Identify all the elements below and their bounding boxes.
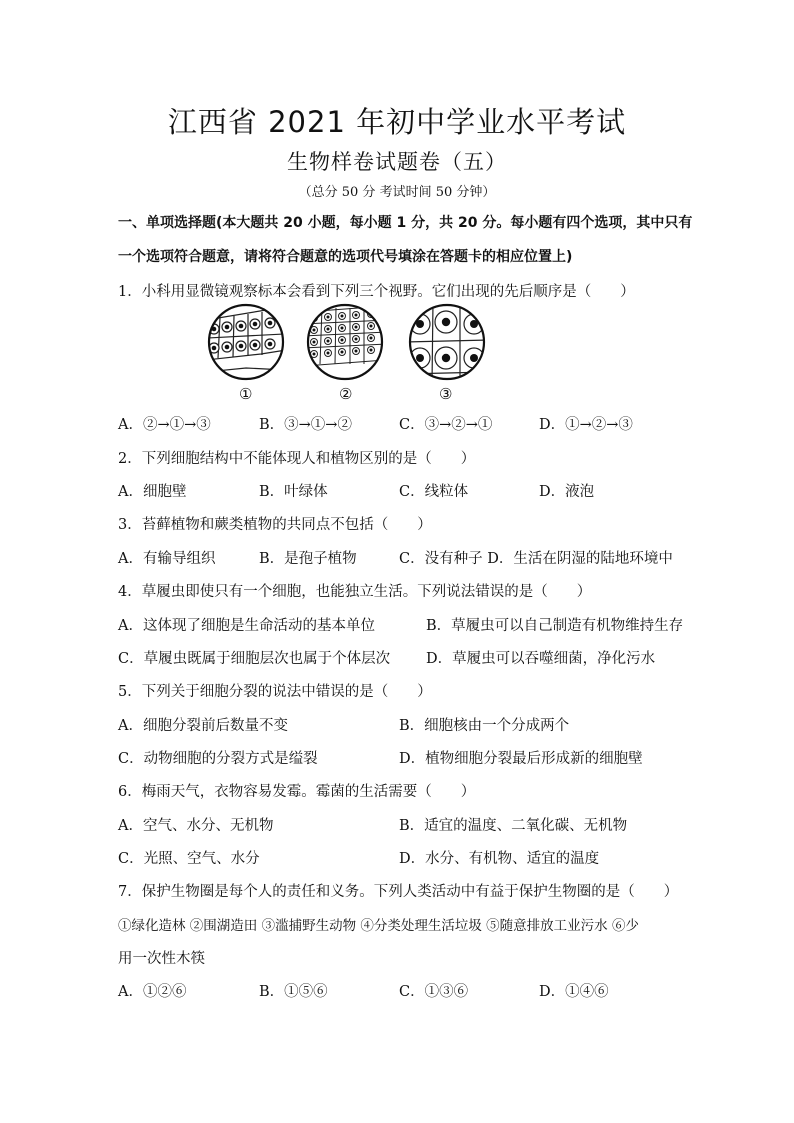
q6-option-a[interactable]: A．空气、水分、无机物: [118, 818, 274, 834]
question-4-stem: 4．草履虫即使只有一个细胞，也能独立生活。下列说法错误的是（ ）: [118, 584, 592, 600]
question-7-list-line-1: ①绿化造林 ②围湖造田 ③滥捕野生动物 ④分类处理生活垃圾 ⑤随意排放工业污水 ⑥少: [118, 918, 639, 934]
q1-option-d[interactable]: D．①→②→③: [539, 417, 633, 433]
q5-option-b[interactable]: B．细胞核由一个分成两个: [399, 718, 570, 734]
q2-option-d[interactable]: D．液泡: [539, 484, 595, 500]
question-1-stem: 1．小科用显微镜观察标本会看到下列三个视野。它们出现的先后顺序是（ ）: [118, 284, 635, 300]
figure-label-2: ②: [339, 385, 353, 403]
microscope-view-1: [206, 302, 286, 384]
q4-option-b[interactable]: B．草履虫可以自己制造有机物维持生存: [426, 618, 684, 634]
q4-option-d[interactable]: D．草履虫可以吞噬细菌，净化污水: [426, 651, 656, 667]
q7-option-b[interactable]: B．①⑤⑥: [259, 984, 328, 1000]
q5-option-c[interactable]: C．动物细胞的分裂方式是缢裂: [118, 751, 318, 767]
microscope-view-2: [304, 302, 386, 384]
microscope-view-3: [406, 302, 488, 384]
question-7-stem: 7．保护生物圈是每个人的责任和义务。下列人类活动中有益于保护生物圈的是（ ）: [118, 884, 679, 900]
q7-option-d[interactable]: D．①④⑥: [539, 984, 609, 1000]
q2-option-c[interactable]: C．线粒体: [399, 484, 469, 500]
q6-option-d[interactable]: D．水分、有机物、适宜的温度: [399, 851, 600, 867]
q2-option-b[interactable]: B．叶绿体: [259, 484, 328, 500]
page-subtitle: 生物样卷试题卷（五）: [287, 150, 507, 174]
q2-option-a[interactable]: A．细胞壁: [118, 484, 187, 500]
q1-option-a[interactable]: A．②→①→③: [118, 417, 211, 433]
figure-label-3: ③: [439, 385, 453, 403]
q3-option-a[interactable]: A．有输导组织: [118, 551, 216, 567]
question-6-stem: 6．梅雨天气，衣物容易发霉。霉菌的生活需要（ ）: [118, 784, 476, 800]
exam-info: （总分 50 分 考试时间 50 分钟）: [298, 185, 496, 200]
question-2-stem: 2．下列细胞结构中不能体现人和植物区别的是（ ）: [118, 451, 476, 467]
q7-option-c[interactable]: C．①③⑥: [399, 984, 469, 1000]
question-7-list-line-2: 用一次性木筷: [118, 951, 205, 967]
microscope-figures: [206, 302, 506, 404]
q5-option-a[interactable]: A．细胞分裂前后数量不变: [118, 718, 288, 734]
q3-option-c-d[interactable]: C．没有种子 D．生活在阴湿的陆地环境中: [399, 551, 673, 567]
figure-label-1: ①: [239, 385, 253, 403]
q4-option-c[interactable]: C．草履虫既属于细胞层次也属于个体层次: [118, 651, 391, 667]
question-3-stem: 3．苔藓植物和蕨类植物的共同点不包括（ ）: [118, 517, 432, 533]
page-title: 江西省 2021 年初中学业水平考试: [167, 105, 627, 139]
q4-option-a[interactable]: A．这体现了细胞是生命活动的基本单位: [118, 618, 375, 634]
section-instruction-line-2: 一个选项符合题意，请将符合题意的选项代号填涂在答题卡的相应位置上): [118, 249, 573, 265]
section-instruction-line-1: 一、单项选择题(本大题共 20 小题，每小题 1 分，共 20 分。每小题有四个选项，其中只有: [118, 215, 693, 231]
question-5-stem: 5．下列关于细胞分裂的说法中错误的是（ ）: [118, 684, 432, 700]
q1-option-b[interactable]: B．③→①→②: [259, 417, 352, 433]
q1-option-c[interactable]: C．③→②→①: [399, 417, 493, 433]
q7-option-a[interactable]: A．①②⑥: [118, 984, 187, 1000]
q6-option-b[interactable]: B．适宜的温度、二氧化碳、无机物: [399, 818, 628, 834]
q5-option-d[interactable]: D．植物细胞分裂最后形成新的细胞壁: [399, 751, 643, 767]
q6-option-c[interactable]: C．光照、空气、水分: [118, 851, 260, 867]
q3-option-b[interactable]: B．是孢子植物: [259, 551, 357, 567]
